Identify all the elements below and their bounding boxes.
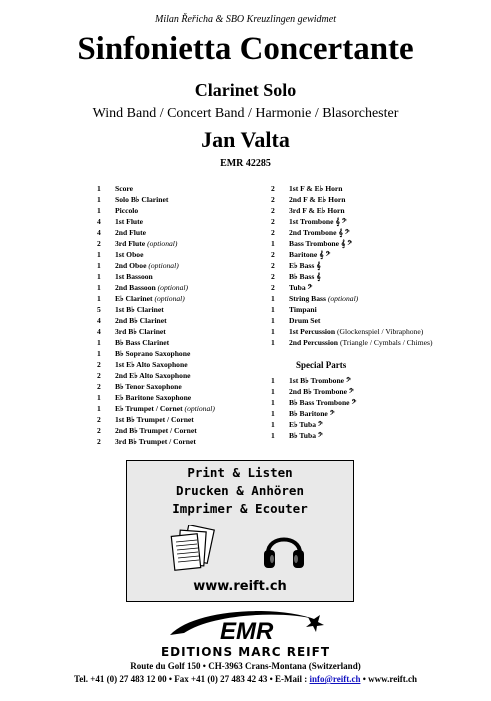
catalog-number: EMR 42285 <box>220 158 271 169</box>
subtitle: Clarinet Solo <box>194 80 297 100</box>
part-label: 1st Bassoon <box>115 272 153 281</box>
parts-list-right <box>271 183 486 348</box>
part-label: 2nd B♭ Clarinet <box>115 316 167 325</box>
part-name <box>115 304 164 315</box>
part-label: B♭ Tenor Saxophone <box>115 382 182 391</box>
part-detail: (Glockenspiel / Vibraphone) <box>336 327 424 336</box>
part-row <box>97 205 277 216</box>
part-quantity: 2 <box>271 261 275 270</box>
part-quantity: 2 <box>97 382 101 391</box>
part-row <box>97 271 277 282</box>
part-label: Solo B♭ Clarinet <box>115 195 169 204</box>
part-quantity: 1 <box>97 404 101 413</box>
part-name <box>115 337 169 348</box>
part-quantity: 1 <box>97 338 101 347</box>
part-row <box>97 326 277 337</box>
part-name <box>115 403 215 414</box>
part-label: 1st B♭ Clarinet <box>115 305 164 314</box>
dedication: Milan Řeřicha & SBO Kreuzlingen gewidmet <box>155 14 336 25</box>
part-label: Score <box>115 184 133 193</box>
part-label: B♭ Bass Trombone 𝄢 <box>289 398 357 407</box>
part-quantity: 2 <box>271 195 275 204</box>
part-name <box>115 183 133 194</box>
part-label: B♭ Baritone 𝄢 <box>289 409 335 418</box>
part-label: Bass Trombone 𝄞 𝄢 <box>289 239 353 248</box>
part-quantity: 4 <box>97 217 101 226</box>
part-name <box>115 326 166 337</box>
part-label: 1st Flute <box>115 217 144 226</box>
part-quantity: 2 <box>271 217 275 226</box>
part-quantity: 1 <box>97 184 101 193</box>
part-label: E♭ Bass 𝄞 <box>289 261 321 270</box>
part-label: 2nd E♭ Alto Saxophone <box>115 371 191 380</box>
part-name <box>289 216 347 227</box>
part-name <box>289 386 354 397</box>
part-row <box>97 183 277 194</box>
part-quantity: 2 <box>97 437 101 446</box>
special-parts-list <box>271 375 451 441</box>
contact-prefix: Tel. +41 (0) 27 483 12 00 • Fax +41 (0) 27 483 42 43 • E-Mail : <box>74 674 310 684</box>
part-quantity: 1 <box>97 206 101 215</box>
part-label: Drum Set <box>289 316 321 325</box>
part-quantity: 1 <box>97 261 101 270</box>
part-name <box>115 381 182 392</box>
part-name <box>115 425 197 436</box>
part-label: Timpani <box>289 305 317 314</box>
part-name <box>115 370 191 381</box>
part-quantity: 1 <box>97 195 101 204</box>
part-name <box>115 227 146 238</box>
print-listen-box[interactable] <box>126 460 354 602</box>
part-name <box>289 282 312 293</box>
part-label: B♭ Tuba 𝄢 <box>289 431 323 440</box>
part-row <box>97 216 277 227</box>
email-link[interactable]: info@reift.ch <box>309 674 361 684</box>
part-name <box>289 271 321 282</box>
emr-logo <box>164 605 328 647</box>
part-row <box>271 293 486 304</box>
part-label: 1st E♭ Alto Saxophone <box>115 360 188 369</box>
part-quantity: 1 <box>271 376 275 385</box>
part-quantity: 1 <box>97 250 101 259</box>
part-quantity: 1 <box>271 398 275 407</box>
part-name <box>289 419 323 430</box>
part-quantity: 5 <box>97 305 101 314</box>
part-row <box>97 227 277 238</box>
part-label: 2nd Flute <box>115 228 147 237</box>
part-name <box>289 238 352 249</box>
part-label: 3rd B♭ Clarinet <box>115 327 166 336</box>
part-quantity: 4 <box>97 316 101 325</box>
part-row <box>97 304 277 315</box>
optional-note: (optional) <box>147 239 178 248</box>
part-label: E♭ Tuba 𝄢 <box>289 420 323 429</box>
part-row <box>271 282 486 293</box>
part-row <box>97 359 277 370</box>
part-row <box>271 315 486 326</box>
part-quantity: 2 <box>97 371 101 380</box>
part-label: B♭ Soprano Saxophone <box>115 349 191 358</box>
part-quantity: 1 <box>271 327 275 336</box>
logo-text: EMR <box>220 618 274 645</box>
publisher-address: Route du Golf 150 • CH-3963 Crans-Montana (Switzerland) <box>130 661 361 671</box>
part-row <box>271 260 486 271</box>
part-row <box>271 408 451 419</box>
part-row <box>271 397 451 408</box>
part-row <box>271 227 486 238</box>
part-label: 3rd F & E♭ Horn <box>289 206 345 215</box>
part-name <box>115 238 177 249</box>
part-row <box>271 375 451 386</box>
part-name <box>115 194 168 205</box>
part-quantity: 1 <box>97 294 101 303</box>
part-row <box>271 249 486 260</box>
publisher-name: EDITIONS MARC REIFT <box>160 645 331 659</box>
promo-line-en: Print & Listen <box>187 465 293 480</box>
part-label: 2nd Percussion <box>289 338 339 347</box>
part-row <box>97 348 277 359</box>
part-name <box>115 260 179 271</box>
part-name <box>289 397 356 408</box>
part-quantity: 1 <box>271 316 275 325</box>
sheet-music-icon <box>167 525 219 573</box>
part-quantity: 1 <box>271 420 275 429</box>
part-name <box>115 205 138 216</box>
part-row <box>97 436 277 447</box>
part-name <box>289 408 335 419</box>
part-name <box>289 260 321 271</box>
part-label: Tuba 𝄢 <box>289 283 313 292</box>
part-label: Piccolo <box>115 206 139 215</box>
part-name <box>289 293 358 304</box>
part-name <box>115 216 143 227</box>
part-quantity: 2 <box>271 228 275 237</box>
part-row <box>271 216 486 227</box>
part-name <box>289 326 423 337</box>
part-row <box>97 293 277 304</box>
contact-suffix: • www.reift.ch <box>360 674 417 684</box>
part-quantity: 4 <box>97 327 101 336</box>
part-row <box>97 370 277 381</box>
part-row <box>271 419 451 430</box>
promo-url[interactable]: www.reift.ch <box>193 579 287 594</box>
part-name <box>289 315 320 326</box>
publisher-contact <box>0 674 491 684</box>
part-label: 2nd B♭ Trumpet / Cornet <box>115 426 197 435</box>
part-quantity: 1 <box>97 393 101 402</box>
part-row <box>271 238 486 249</box>
part-name <box>289 304 317 315</box>
composer: Jan Valta <box>201 127 290 152</box>
optional-note: (optional) <box>148 261 179 270</box>
part-quantity: 1 <box>97 349 101 358</box>
special-parts-heading: Special Parts <box>296 360 347 370</box>
part-row <box>271 304 486 315</box>
part-name <box>115 249 143 260</box>
part-row <box>97 194 277 205</box>
part-row <box>97 425 277 436</box>
part-label: 1st Trombone 𝄞 𝄢 <box>289 217 347 226</box>
part-quantity: 1 <box>97 283 101 292</box>
part-name <box>289 249 330 260</box>
headphones-icon <box>261 525 307 571</box>
part-quantity: 2 <box>97 426 101 435</box>
parts-list-left <box>97 183 277 447</box>
part-label: 3rd Flute <box>115 239 146 248</box>
part-quantity: 2 <box>97 360 101 369</box>
part-name <box>115 282 188 293</box>
part-name <box>289 337 432 348</box>
part-quantity: 1 <box>271 387 275 396</box>
part-quantity: 1 <box>271 409 275 418</box>
part-row <box>97 315 277 326</box>
part-name <box>289 375 351 386</box>
part-quantity: 1 <box>271 431 275 440</box>
part-label: 1st F & E♭ Horn <box>289 184 343 193</box>
part-name <box>115 359 188 370</box>
part-name <box>289 227 350 238</box>
part-name <box>115 271 153 282</box>
part-label: 1st Oboe <box>115 250 144 259</box>
part-quantity: 2 <box>271 272 275 281</box>
promo-line-de: Drucken & Anhören <box>176 483 304 498</box>
part-row <box>271 194 486 205</box>
optional-note: (optional) <box>184 404 215 413</box>
part-quantity: 2 <box>97 239 101 248</box>
part-row <box>271 205 486 216</box>
part-row <box>271 386 451 397</box>
part-name <box>115 392 191 403</box>
ensembles: Wind Band / Concert Band / Harmonie / Blasorchester <box>92 106 399 121</box>
part-label: 2nd Bassoon <box>115 283 156 292</box>
part-name <box>289 205 345 216</box>
part-label: 2nd Trombone 𝄞 𝄢 <box>289 228 350 237</box>
part-quantity: 1 <box>97 272 101 281</box>
part-label: B♭ Bass 𝄞 <box>289 272 321 281</box>
part-row <box>97 238 277 249</box>
optional-note: (optional) <box>154 294 185 303</box>
part-name <box>115 348 190 359</box>
part-row <box>271 337 486 348</box>
part-row <box>97 381 277 392</box>
part-quantity: 2 <box>271 206 275 215</box>
part-label: 3rd B♭ Trumpet / Cornet <box>115 437 196 446</box>
part-label: 1st Percussion <box>289 327 336 336</box>
part-label: 2nd F & E♭ Horn <box>289 195 346 204</box>
part-label: 1st B♭ Trombone 𝄢 <box>289 376 351 385</box>
promo-line-fr: Imprimer & Ecouter <box>172 501 308 516</box>
part-quantity: 1 <box>271 294 275 303</box>
part-row <box>271 183 486 194</box>
optional-note: (optional) <box>327 294 359 303</box>
part-row <box>97 392 277 403</box>
part-name <box>115 436 196 447</box>
part-row <box>97 249 277 260</box>
part-quantity: 1 <box>271 305 275 314</box>
part-name <box>289 194 345 205</box>
part-quantity: 4 <box>97 228 101 237</box>
part-label: E♭ Clarinet <box>115 294 153 303</box>
part-quantity: 2 <box>97 415 101 424</box>
part-label: E♭ Trumpet / Cornet <box>115 404 183 413</box>
part-label: 2nd Oboe <box>115 261 147 270</box>
part-quantity: 1 <box>271 338 275 347</box>
part-quantity: 2 <box>271 184 275 193</box>
part-name <box>289 430 323 441</box>
optional-note: (optional) <box>157 283 189 292</box>
part-row <box>97 282 277 293</box>
part-quantity: 2 <box>271 250 275 259</box>
part-name <box>115 414 194 425</box>
part-label: 2nd B♭ Trombone 𝄢 <box>289 387 354 396</box>
part-quantity: 2 <box>271 283 275 292</box>
part-name <box>115 293 185 304</box>
part-detail: (Triangle / Cymbals / Chimes) <box>339 338 433 347</box>
part-row <box>271 271 486 282</box>
part-label: B♭ Bass Clarinet <box>115 338 170 347</box>
part-row <box>97 337 277 348</box>
part-name <box>115 315 167 326</box>
part-row <box>97 414 277 425</box>
part-row <box>271 326 486 337</box>
part-row <box>97 260 277 271</box>
part-label: 1st B♭ Trumpet / Cornet <box>115 415 194 424</box>
part-label: Baritone 𝄞 𝄢 <box>289 250 331 259</box>
part-name <box>289 183 343 194</box>
part-row <box>271 430 451 441</box>
part-row <box>97 403 277 414</box>
part-label: String Bass <box>289 294 326 303</box>
part-label: E♭ Baritone Saxophone <box>115 393 192 402</box>
part-quantity: 1 <box>271 239 275 248</box>
page-title: Sinfonietta Concertante <box>77 31 414 67</box>
